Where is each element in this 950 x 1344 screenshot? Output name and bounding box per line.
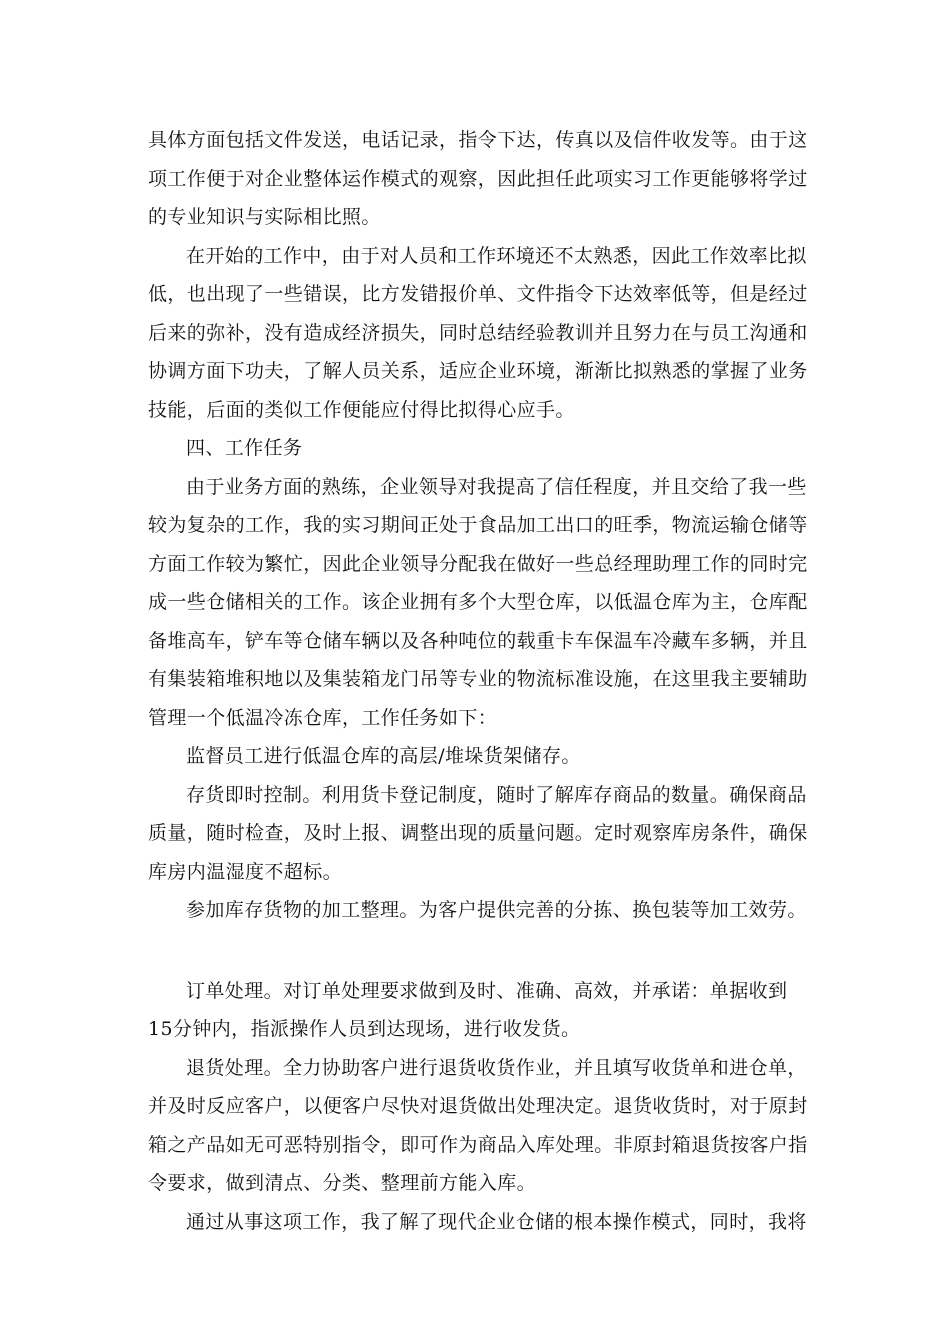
text-line: 备堆高车，铲车等仓储车辆以及各种吨位的载重卡车保温车冷藏车多辆，并且 <box>148 629 808 652</box>
paragraph-start-line: 存货即时控制。利用货卡登记制度，随时了解库存商品的数量。确保商品 <box>186 783 807 806</box>
paragraph-gap <box>148 930 808 972</box>
text-line: 并及时反应客户，以便客户尽快对退货做出处理决定。退货收货时，对于原封 <box>148 1095 808 1117</box>
text-line: 后来的弥补，没有造成经济损失，同时总结经验教训并且努力在与员工沟通和 <box>148 321 808 344</box>
document-body <box>148 121 808 1241</box>
text-line: 低，也出现了一些错误，比方发错报价单、文件指令下达效率低等，但是经过 <box>148 283 808 305</box>
text-line: 项工作便于对企业整体运作模式的观察，因此担任此项实习工作更能够将学过 <box>148 167 808 190</box>
paragraph-start-line: 监督员工进行低温仓库的高层/堆垛货架储存。 <box>186 745 581 767</box>
text-line: 成一些仓储相关的工作。该企业拥有多个大型仓库，以低温仓库为主，仓库配 <box>148 591 808 613</box>
paragraph-start-line: 通过从事这项工作，我了解了现代企业仓储的根本操作模式，同时，我将 <box>186 1210 807 1233</box>
paragraph-start-line: 由于业务方面的熟练，企业领导对我提高了信任程度，并且交给了我一些 <box>186 475 807 498</box>
text-line: 15分钟内，指派操作人员到达现场，进行收发货。 <box>148 1018 581 1040</box>
paragraph-start-line: 退货处理。全力协助客户进行退货收货作业，并且填写收货单和进仓单， <box>186 1056 807 1079</box>
text-line: 质量，随时检查，及时上报、调整出现的质量问题。定时观察库房条件，确保 <box>148 822 808 844</box>
text-line: 具体方面包括文件发送，电话记录，指令下达，传真以及信件收发等。由于这 <box>148 129 808 151</box>
text-line: 的专业知识与实际相比照。 <box>148 206 381 228</box>
text-line: 管理一个低温冷冻仓库，工作任务如下： <box>148 706 498 729</box>
text-line: 有集装箱堆积地以及集装箱龙门吊等专业的物流标准设施，在这里我主要辅助 <box>148 668 808 690</box>
text-line: 箱之产品如无可恶特别指令，即可作为商品入库处理。非原封箱退货按客户指 <box>148 1133 808 1156</box>
text-line: 方面工作较为繁忙，因此企业领导分配我在做好一些总经理助理工作的同时完 <box>148 552 808 575</box>
paragraph-start-line: 在开始的工作中，由于对人员和工作环境还不太熟悉，因此工作效率比拟 <box>186 244 807 267</box>
text-line: 库房内温湿度不超标。 <box>148 860 343 883</box>
section-heading: 四、工作任务 <box>186 437 303 459</box>
text-line: 技能，后面的类似工作便能应付得比拟得心应手。 <box>148 398 575 421</box>
paragraph-start-line: 订单处理。对订单处理要求做到及时、准确、高效，并承诺：单据收到 <box>186 979 788 1002</box>
text-line: 令要求，做到清点、分类、整理前方能入库。 <box>148 1172 537 1194</box>
paragraph-start-line: 参加库存货物的加工整理。为客户提供完善的分拣、换包装等加工效劳。 <box>186 899 807 921</box>
text-line: 较为复杂的工作，我的实习期间正处于食品加工出口的旺季，物流运输仓储等 <box>148 514 808 536</box>
text-line: 协调方面下功夫，了解人员关系，适应企业环境，渐渐比拟熟悉的掌握了业务 <box>148 360 808 382</box>
